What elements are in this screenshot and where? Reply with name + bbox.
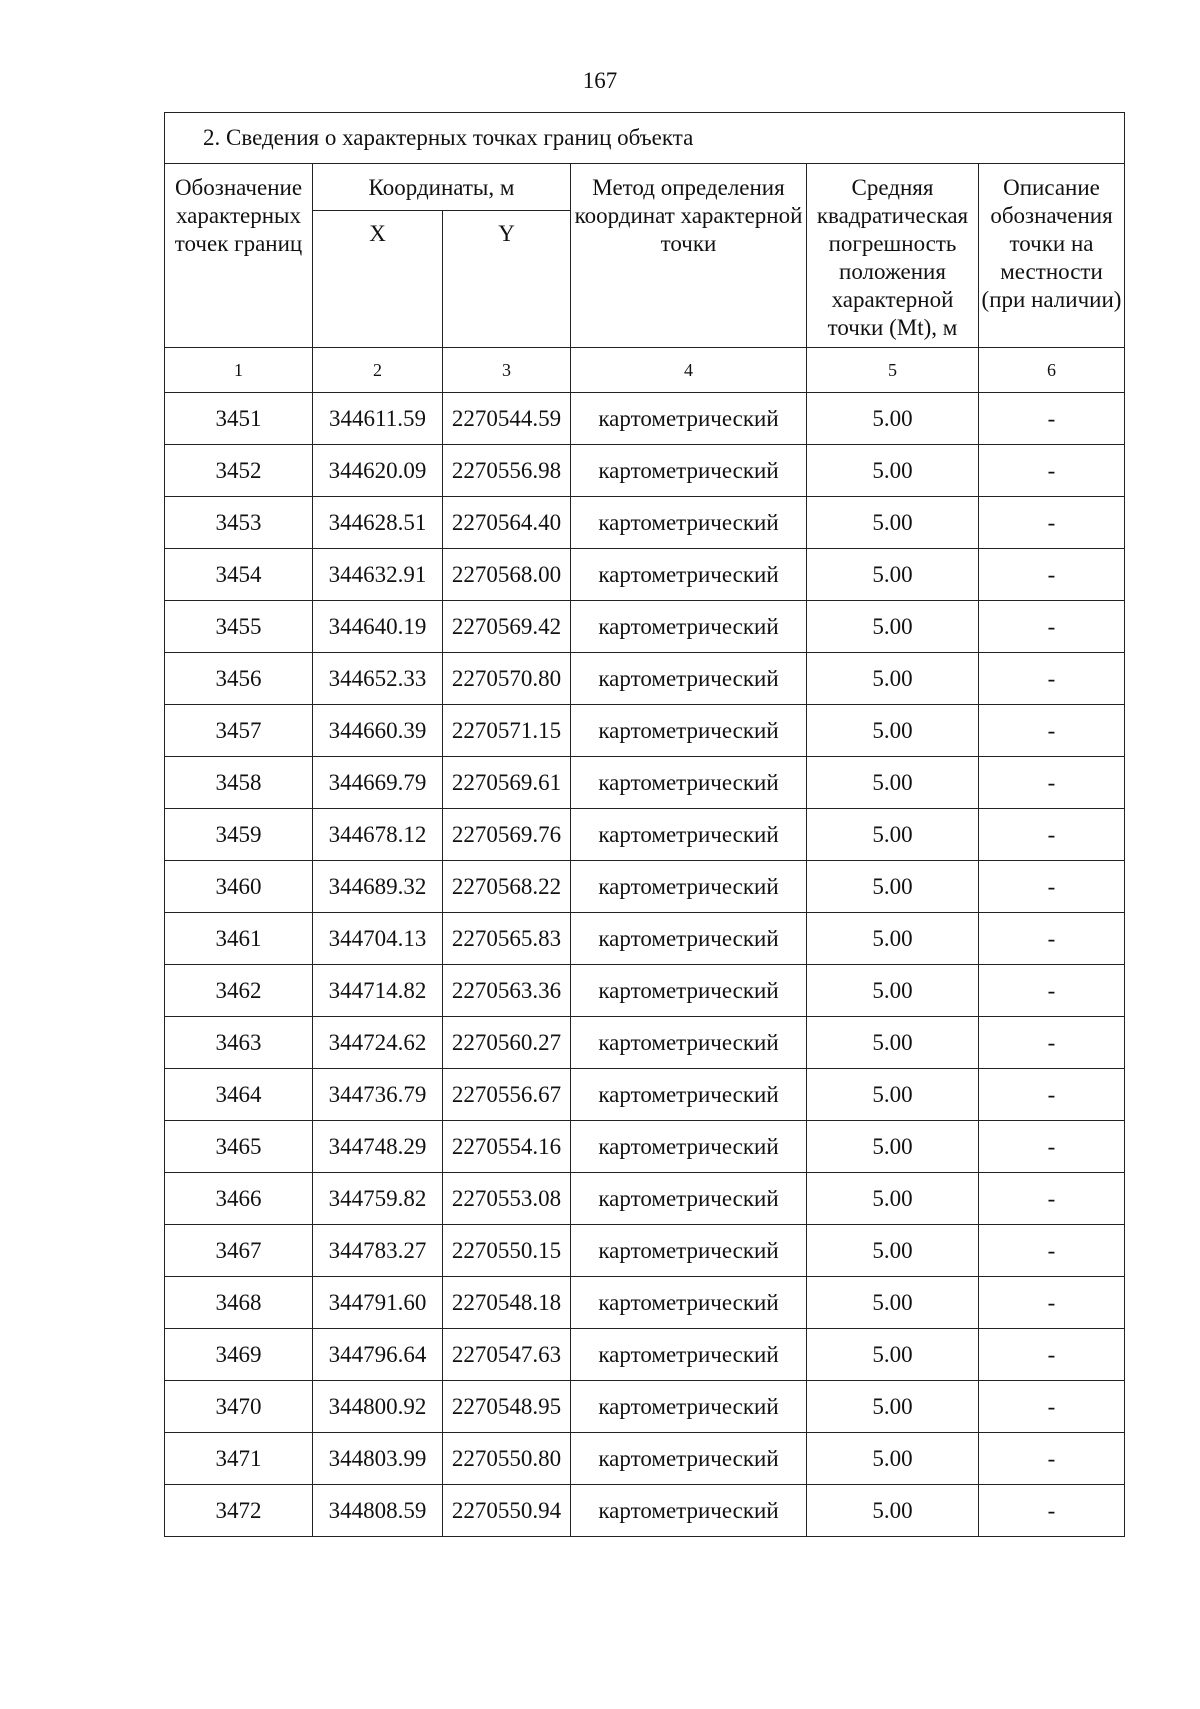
cell-mean-error: 5.00	[807, 1121, 979, 1173]
cell-mean-error: 5.00	[807, 757, 979, 809]
cell-point-id: 3459	[165, 809, 313, 861]
cell-mean-error: 5.00	[807, 393, 979, 445]
cell-mean-error: 5.00	[807, 705, 979, 757]
cell-y-coordinate: 2270563.36	[443, 965, 571, 1017]
table-row	[165, 705, 1125, 757]
cell-x-coordinate: 344669.79	[313, 757, 443, 809]
cell-description: -	[979, 1121, 1125, 1173]
cell-description: -	[979, 653, 1125, 705]
table-body	[165, 393, 1125, 1537]
cell-point-id: 3465	[165, 1121, 313, 1173]
cell-description: -	[979, 497, 1125, 549]
table-row	[165, 1121, 1125, 1173]
cell-description: -	[979, 1069, 1125, 1121]
cell-method: картометрический	[571, 861, 807, 913]
cell-point-id: 3454	[165, 549, 313, 601]
cell-mean-error: 5.00	[807, 1485, 979, 1537]
cell-point-id: 3457	[165, 705, 313, 757]
cell-x-coordinate: 344620.09	[313, 445, 443, 497]
cell-x-coordinate: 344714.82	[313, 965, 443, 1017]
cell-point-id: 3469	[165, 1329, 313, 1381]
cell-y-coordinate: 2270556.67	[443, 1069, 571, 1121]
cell-description: -	[979, 1277, 1125, 1329]
header-description: Описание обозначения точки на местности (при наличии)	[979, 164, 1125, 348]
cell-method: картометрический	[571, 913, 807, 965]
cell-x-coordinate: 344632.91	[313, 549, 443, 601]
cell-x-coordinate: 344704.13	[313, 913, 443, 965]
cell-point-id: 3472	[165, 1485, 313, 1537]
cell-x-coordinate: 344803.99	[313, 1433, 443, 1485]
cell-y-coordinate: 2270548.18	[443, 1277, 571, 1329]
cell-x-coordinate: 344800.92	[313, 1381, 443, 1433]
cell-x-coordinate: 344783.27	[313, 1225, 443, 1277]
cell-point-id: 3470	[165, 1381, 313, 1433]
cell-method: картометрический	[571, 445, 807, 497]
column-numbers-row	[165, 348, 1125, 393]
cell-x-coordinate: 344796.64	[313, 1329, 443, 1381]
header-method: Метод определения координат характерной точки	[571, 164, 807, 348]
cell-method: картометрический	[571, 1329, 807, 1381]
cell-description: -	[979, 705, 1125, 757]
table-row	[165, 1485, 1125, 1537]
cell-y-coordinate: 2270565.83	[443, 913, 571, 965]
cell-y-coordinate: 2270548.95	[443, 1381, 571, 1433]
cell-mean-error: 5.00	[807, 1173, 979, 1225]
cell-description: -	[979, 1485, 1125, 1537]
cell-method: картометрический	[571, 1381, 807, 1433]
cell-description: -	[979, 445, 1125, 497]
cell-mean-error: 5.00	[807, 1017, 979, 1069]
table-row	[165, 809, 1125, 861]
column-number: 1	[165, 348, 313, 393]
cell-y-coordinate: 2270564.40	[443, 497, 571, 549]
cell-point-id: 3467	[165, 1225, 313, 1277]
cell-point-id: 3462	[165, 965, 313, 1017]
cell-mean-error: 5.00	[807, 913, 979, 965]
column-number: 3	[443, 348, 571, 393]
cell-y-coordinate: 2270553.08	[443, 1173, 571, 1225]
cell-y-coordinate: 2270569.61	[443, 757, 571, 809]
cell-method: картометрический	[571, 965, 807, 1017]
cell-x-coordinate: 344748.29	[313, 1121, 443, 1173]
cell-method: картометрический	[571, 1433, 807, 1485]
cell-x-coordinate: 344808.59	[313, 1485, 443, 1537]
cell-mean-error: 5.00	[807, 445, 979, 497]
cell-mean-error: 5.00	[807, 965, 979, 1017]
cell-mean-error: 5.00	[807, 861, 979, 913]
table-row	[165, 601, 1125, 653]
cell-method: картометрический	[571, 809, 807, 861]
cell-mean-error: 5.00	[807, 1277, 979, 1329]
cell-description: -	[979, 757, 1125, 809]
cell-point-id: 3451	[165, 393, 313, 445]
cell-description: -	[979, 1173, 1125, 1225]
cell-method: картометрический	[571, 549, 807, 601]
cell-description: -	[979, 1225, 1125, 1277]
table-row	[165, 1381, 1125, 1433]
section-title-row	[165, 113, 1125, 164]
cell-point-id: 3458	[165, 757, 313, 809]
column-number: 4	[571, 348, 807, 393]
cell-y-coordinate: 2270571.15	[443, 705, 571, 757]
cell-point-id: 3456	[165, 653, 313, 705]
table-row	[165, 1173, 1125, 1225]
cell-y-coordinate: 2270560.27	[443, 1017, 571, 1069]
table-row	[165, 445, 1125, 497]
cell-method: картометрический	[571, 393, 807, 445]
cell-point-id: 3460	[165, 861, 313, 913]
cell-description: -	[979, 965, 1125, 1017]
cell-method: картометрический	[571, 1277, 807, 1329]
cell-method: картометрический	[571, 705, 807, 757]
cell-point-id: 3461	[165, 913, 313, 965]
cell-point-id: 3463	[165, 1017, 313, 1069]
table-row	[165, 1017, 1125, 1069]
cell-x-coordinate: 344678.12	[313, 809, 443, 861]
table-row	[165, 393, 1125, 445]
header-designation: Обозначение характерных точек границ	[165, 164, 313, 348]
cell-mean-error: 5.00	[807, 1433, 979, 1485]
table-header	[165, 113, 1125, 393]
cell-y-coordinate: 2270544.59	[443, 393, 571, 445]
cell-method: картометрический	[571, 1485, 807, 1537]
header-row-main	[165, 164, 1125, 211]
cell-method: картометрический	[571, 1069, 807, 1121]
cell-mean-error: 5.00	[807, 1381, 979, 1433]
cell-x-coordinate: 344791.60	[313, 1277, 443, 1329]
cell-x-coordinate: 344628.51	[313, 497, 443, 549]
cell-point-id: 3464	[165, 1069, 313, 1121]
cell-x-coordinate: 344660.39	[313, 705, 443, 757]
cell-y-coordinate: 2270550.80	[443, 1433, 571, 1485]
cell-description: -	[979, 913, 1125, 965]
cell-x-coordinate: 344652.33	[313, 653, 443, 705]
cell-y-coordinate: 2270568.22	[443, 861, 571, 913]
cell-description: -	[979, 1329, 1125, 1381]
table-row	[165, 1433, 1125, 1485]
column-number: 5	[807, 348, 979, 393]
table-row	[165, 497, 1125, 549]
cell-mean-error: 5.00	[807, 497, 979, 549]
cell-y-coordinate: 2270568.00	[443, 549, 571, 601]
header-coordinates: Координаты, м	[313, 164, 571, 211]
table-row	[165, 757, 1125, 809]
boundary-points-table	[164, 112, 1125, 1537]
header-y: Y	[443, 211, 571, 348]
cell-description: -	[979, 861, 1125, 913]
cell-x-coordinate: 344611.59	[313, 393, 443, 445]
cell-description: -	[979, 549, 1125, 601]
cell-description: -	[979, 1381, 1125, 1433]
cell-method: картометрический	[571, 1017, 807, 1069]
cell-y-coordinate: 2270556.98	[443, 445, 571, 497]
cell-mean-error: 5.00	[807, 653, 979, 705]
cell-point-id: 3471	[165, 1433, 313, 1485]
cell-mean-error: 5.00	[807, 809, 979, 861]
table-row	[165, 913, 1125, 965]
cell-description: -	[979, 393, 1125, 445]
table-row	[165, 653, 1125, 705]
cell-method: картометрический	[571, 1173, 807, 1225]
cell-y-coordinate: 2270550.94	[443, 1485, 571, 1537]
cell-description: -	[979, 1433, 1125, 1485]
column-number: 6	[979, 348, 1125, 393]
cell-y-coordinate: 2270550.15	[443, 1225, 571, 1277]
column-number: 2	[313, 348, 443, 393]
cell-description: -	[979, 1017, 1125, 1069]
cell-method: картометрический	[571, 497, 807, 549]
cell-method: картометрический	[571, 757, 807, 809]
table-row	[165, 965, 1125, 1017]
header-x: X	[313, 211, 443, 348]
table-row	[165, 1225, 1125, 1277]
cell-mean-error: 5.00	[807, 601, 979, 653]
cell-method: картометрический	[571, 1121, 807, 1173]
cell-y-coordinate: 2270569.42	[443, 601, 571, 653]
table-row	[165, 1277, 1125, 1329]
cell-point-id: 3453	[165, 497, 313, 549]
header-error: Средняя квадратическая погрешность положения характерной точки (Mt), м	[807, 164, 979, 348]
cell-point-id: 3468	[165, 1277, 313, 1329]
cell-mean-error: 5.00	[807, 1069, 979, 1121]
page-number: 167	[582, 68, 618, 93]
cell-y-coordinate: 2270569.76	[443, 809, 571, 861]
cell-y-coordinate: 2270554.16	[443, 1121, 571, 1173]
cell-mean-error: 5.00	[807, 549, 979, 601]
cell-mean-error: 5.00	[807, 1225, 979, 1277]
table-row	[165, 861, 1125, 913]
cell-point-id: 3466	[165, 1173, 313, 1225]
cell-y-coordinate: 2270547.63	[443, 1329, 571, 1381]
cell-point-id: 3452	[165, 445, 313, 497]
cell-point-id: 3455	[165, 601, 313, 653]
cell-description: -	[979, 809, 1125, 861]
cell-description: -	[979, 601, 1125, 653]
section-title: 2. Сведения о характерных точках границ объекта	[165, 113, 1125, 164]
cell-mean-error: 5.00	[807, 1329, 979, 1381]
cell-x-coordinate: 344759.82	[313, 1173, 443, 1225]
cell-method: картометрический	[571, 1225, 807, 1277]
table-row	[165, 1329, 1125, 1381]
cell-method: картометрический	[571, 653, 807, 705]
table-row	[165, 1069, 1125, 1121]
cell-x-coordinate: 344640.19	[313, 601, 443, 653]
cell-y-coordinate: 2270570.80	[443, 653, 571, 705]
cell-x-coordinate: 344736.79	[313, 1069, 443, 1121]
table-row	[165, 549, 1125, 601]
cell-method: картометрический	[571, 601, 807, 653]
cell-x-coordinate: 344689.32	[313, 861, 443, 913]
cell-x-coordinate: 344724.62	[313, 1017, 443, 1069]
